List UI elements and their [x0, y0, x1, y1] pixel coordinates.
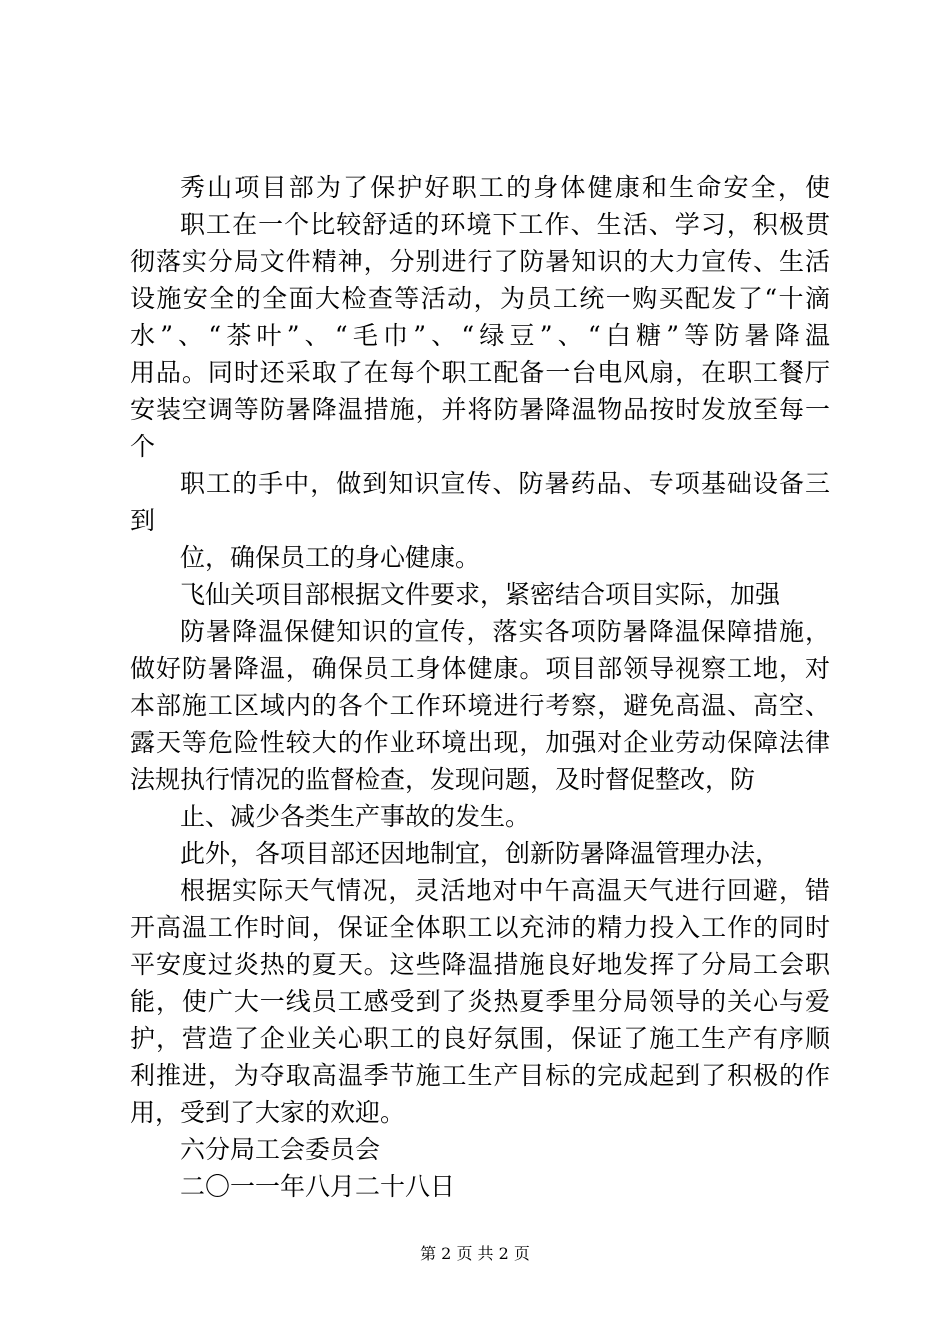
body-text-line: 彻落实分局文件精神，分别进行了防暑知识的大力宣传、生活 [130, 247, 830, 276]
body-text-line: 此外，各项目部还因地制宜，创新防暑降温管理办法， [180, 839, 781, 868]
signature-date: 二〇一一年八月二十八日 [180, 1172, 456, 1201]
body-text-line: 职工在一个比较舒适的环境下工作、生活、学习，积极贯 [180, 210, 830, 239]
body-text-line: 水”、“茶叶”、“毛巾”、“绿豆”、“白糖”等防暑降温 [130, 321, 830, 350]
body-text-line: 飞仙关项目部根据文件要求，紧密结合项目实际，加强 [180, 580, 781, 609]
body-text-line: 秀山项目部为了保护好职工的身体健康和生命安全，使 [180, 173, 830, 202]
body-text-line: 根据实际天气情况，灵活地对中午高温天气进行回避，错 [180, 876, 830, 905]
body-text-line: 能，使广大一线员工感受到了炎热夏季里分局领导的关心与爱 [130, 987, 830, 1016]
body-text-line: 法规执行情况的监督检查，发现问题，及时督促整改，防 [130, 765, 756, 794]
body-text-line: 止、减少各类生产事故的发生。 [180, 802, 531, 831]
body-text-line: 位，确保员工的身心健康。 [180, 543, 481, 572]
body-text-line: 开高温工作时间，保证全体职工以充沛的精力投入工作的同时 [130, 913, 830, 942]
body-text-line: 护，营造了企业关心职工的良好氛围，保证了施工生产有序顺 [130, 1024, 830, 1053]
body-text-line: 职工的手中，做到知识宣传、防暑药品、专项基础设备三 [180, 469, 830, 498]
body-text-line: 用品。同时还采取了在每个职工配备一台电风扇，在职工餐厅 [130, 358, 830, 387]
body-text-line: 做好防暑降温，确保员工身体健康。项目部领导视察工地，对 [130, 654, 830, 683]
body-text-line: 防暑降温保健知识的宣传，落实各项防暑降温保障措施， [180, 617, 830, 646]
page-number-footer: 第 2 页 共 2 页 [420, 1244, 530, 1263]
body-text-line: 用，受到了大家的欢迎。 [130, 1098, 406, 1127]
body-text-line: 到 [130, 506, 156, 535]
body-text-line: 本部施工区域内的各个工作环境进行考察，避免高温、高空、 [130, 691, 830, 720]
signature-organization: 六分局工会委员会 [180, 1135, 381, 1164]
body-text-line: 露天等危险性较大的作业环境出现，加强对企业劳动保障法律 [130, 728, 830, 757]
body-text-line: 平安度过炎热的夏天。这些降温措施良好地发挥了分局工会职 [130, 950, 830, 979]
body-text-line: 利推进，为夺取高温季节施工生产目标的完成起到了积极的作 [130, 1061, 830, 1090]
body-text-line: 安装空调等防暑降温措施，并将防暑降温物品按时发放至每一 [130, 395, 830, 424]
body-text-line: 设施安全的全面大检查等活动，为员工统一购买配发了“十滴 [130, 284, 830, 313]
body-text-line: 个 [130, 432, 156, 461]
